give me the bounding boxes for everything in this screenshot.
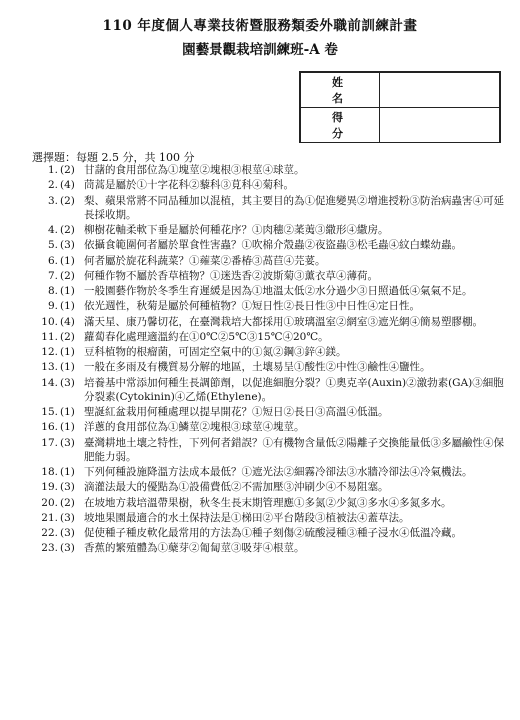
question-answer: (1) (60, 406, 75, 419)
question-answer: (3) (60, 511, 75, 524)
question-number: 11. (41, 330, 58, 343)
question-answer: (1) (60, 285, 75, 298)
question-number: 18. (41, 466, 58, 479)
document-title: 110 年度個人專業技術暨服務類委外職前訓練計畫 (102, 18, 418, 34)
question-text: 坡地果園最適合的水土保持法是①梯田②平台階段③植被法④蓋草法。 (84, 511, 410, 524)
question-item (24, 223, 504, 237)
question-text: 滴灌法最大的優點為①設備費低②不需加壓③沖刷少④不易阻塞。 (84, 481, 389, 494)
question-number: 7. (47, 269, 58, 282)
question-item (24, 330, 504, 344)
question-answer: (3) (60, 542, 75, 555)
question-text: 依攝食範圍何者屬於單食性害蟲？①吹棉介殼蟲②夜盜蟲③松毛蟲④紋白蝶幼蟲。 (84, 239, 462, 252)
question-item (24, 360, 504, 374)
question-answer: (2) (60, 223, 75, 236)
question-item (24, 420, 504, 434)
question-item (24, 269, 504, 283)
question-text: 洋蔥的食用部位為①鱗莖②塊根③球莖④塊莖。 (84, 421, 305, 434)
question-number: 6. (47, 254, 58, 267)
question-text: 一般園藝作物於冬季生育遲緩是因為①地溫太低②水分過少③日照過低④氣氣不足。 (84, 285, 473, 298)
question-answer: (2) (60, 164, 75, 176)
question-text: 茼蒿是屬於①十字花科②藜科③莧科④菊科。 (84, 179, 294, 192)
question-text: 梨、蘋果常將不同品種加以混植，其主要目的為①促進變異②增進授粉③防治病蟲害④可延長採收期。 (84, 194, 504, 221)
question-text: 培養基中常添加何種生長調節劑，以促進細胞分裂？①奧克辛(Auxin)②激勃素(GA)③細胞分裂素(Cytokinin)④乙烯(Ethylene)。 (84, 376, 504, 403)
question-item (24, 238, 504, 252)
question-item (24, 299, 504, 313)
question-answer: (4) (60, 179, 75, 192)
question-text: 何者屬於旋花科蔬菜？①蕹菜②番椿③萵苣④芫荽。 (84, 254, 326, 267)
question-item (24, 541, 504, 555)
score-label: 得 分 (301, 108, 380, 143)
question-text: 蘿蔔春化處理適溫約在①0℃②5℃③15℃④20℃。 (84, 330, 329, 343)
question-answer: (2) (60, 496, 75, 509)
question-item (24, 163, 504, 177)
question-text: 下列何種設施降溫方法成本最低？①遮光法②細霧冷卻法③水牆冷卻法④冷氣機法。 (84, 466, 473, 479)
question-number: 21. (41, 511, 58, 524)
question-list (24, 163, 504, 557)
question-answer: (1) (60, 346, 75, 359)
question-number: 1. (47, 164, 58, 176)
question-text: 何種作物不屬於香草植物？①迷迭香②波斯菊③薰衣草④薄荷。 (84, 269, 378, 282)
question-answer: (2) (60, 330, 75, 343)
name-field[interactable] (380, 73, 500, 108)
question-text: 聖誕紅盆栽用何種處理以提早開花？①短日②長日③高溫④低溫。 (84, 406, 389, 419)
question-number: 23. (41, 542, 58, 555)
question-answer: (1) (60, 361, 75, 374)
question-number: 15. (41, 406, 58, 419)
question-text: 甘藷的食用部位為①塊莖②塊根③根莖④球莖。 (84, 164, 305, 176)
question-text: 促使種子種皮軟化最常用的方法為①種子刻傷②硫酸浸種③種子浸水④低溫冷藏。 (84, 527, 462, 540)
question-answer: (3) (60, 527, 75, 540)
question-item (24, 511, 504, 525)
name-label: 姓 名 (301, 73, 380, 108)
question-number: 20. (41, 496, 58, 509)
question-item (24, 284, 504, 298)
question-number: 9. (47, 300, 58, 313)
question-number: 19. (41, 481, 58, 494)
question-answer: (1) (60, 466, 75, 479)
question-text: 臺灣耕地土壤之特性，下列何者錯誤？①有機物含量低②陽離子交換能量低③多屬鹼性④保肥能力弱。 (84, 436, 504, 463)
question-item (24, 376, 504, 404)
question-item (24, 480, 504, 494)
question-text: 柳樹花軸柔軟下垂是屬於何種花序？①肉穗②葇荑③繖形④繖房。 (84, 223, 389, 236)
question-text: 一般在多雨及有機質易分解的地區，土壤易呈①酸性②中性③鹼性④鹽性。 (84, 361, 431, 374)
question-answer: (3) (60, 239, 75, 252)
question-number: 16. (41, 421, 58, 434)
question-number: 12. (41, 346, 58, 359)
question-number: 13. (41, 361, 58, 374)
question-item (24, 178, 504, 192)
question-number: 2. (47, 179, 58, 192)
question-item (24, 405, 504, 419)
question-number: 22. (41, 527, 58, 540)
question-answer: (3) (60, 376, 75, 389)
question-answer: (2) (60, 269, 75, 282)
question-number: 14. (41, 376, 58, 389)
score-field[interactable] (380, 108, 500, 143)
question-number: 3. (47, 194, 58, 207)
question-item (24, 194, 504, 222)
document-subtitle: 園藝景觀栽培訓練班-A 卷 (182, 42, 338, 58)
question-answer: (2) (60, 194, 75, 207)
question-answer: (3) (60, 436, 75, 449)
question-answer: (1) (60, 421, 75, 434)
question-number: 4. (47, 223, 58, 236)
question-text: 滿天星、康乃馨切花，在臺灣栽培大都採用①玻璃溫室②網室③遮光網④簡易塑膠棚。 (84, 315, 483, 328)
question-item (24, 465, 504, 479)
question-number: 8. (47, 285, 58, 298)
question-item (24, 526, 504, 540)
instructions: 選擇題：每題 2.5 分，共 100 分 (32, 151, 195, 164)
question-number: 5. (47, 239, 58, 252)
question-text: 依光週性，秋菊是屬於何種植物？①短日性②長日性③中日性④定日性。 (84, 300, 420, 313)
question-answer: (4) (60, 315, 75, 328)
question-text: 香蕉的繁殖體為①蘖芽②匍匐莖③吸芽④根莖。 (84, 542, 305, 555)
question-item (24, 436, 504, 464)
question-item (24, 254, 504, 268)
question-number: 17. (41, 436, 58, 449)
question-answer: (1) (60, 254, 75, 267)
question-answer: (3) (60, 481, 75, 494)
question-text: 在坡地方栽培溫帶果樹，秋冬生長末期管理應①多氮②少氮③多水④多氮多水。 (84, 496, 452, 509)
question-item (24, 496, 504, 510)
question-answer: (1) (60, 300, 75, 313)
name-score-box (299, 71, 501, 143)
question-item (24, 315, 504, 329)
question-number: 10. (41, 315, 58, 328)
question-item (24, 345, 504, 359)
question-text: 豆科植物的根瘤菌，可固定空氣中的①氮②鋼③鋅④鎂。 (84, 346, 347, 359)
